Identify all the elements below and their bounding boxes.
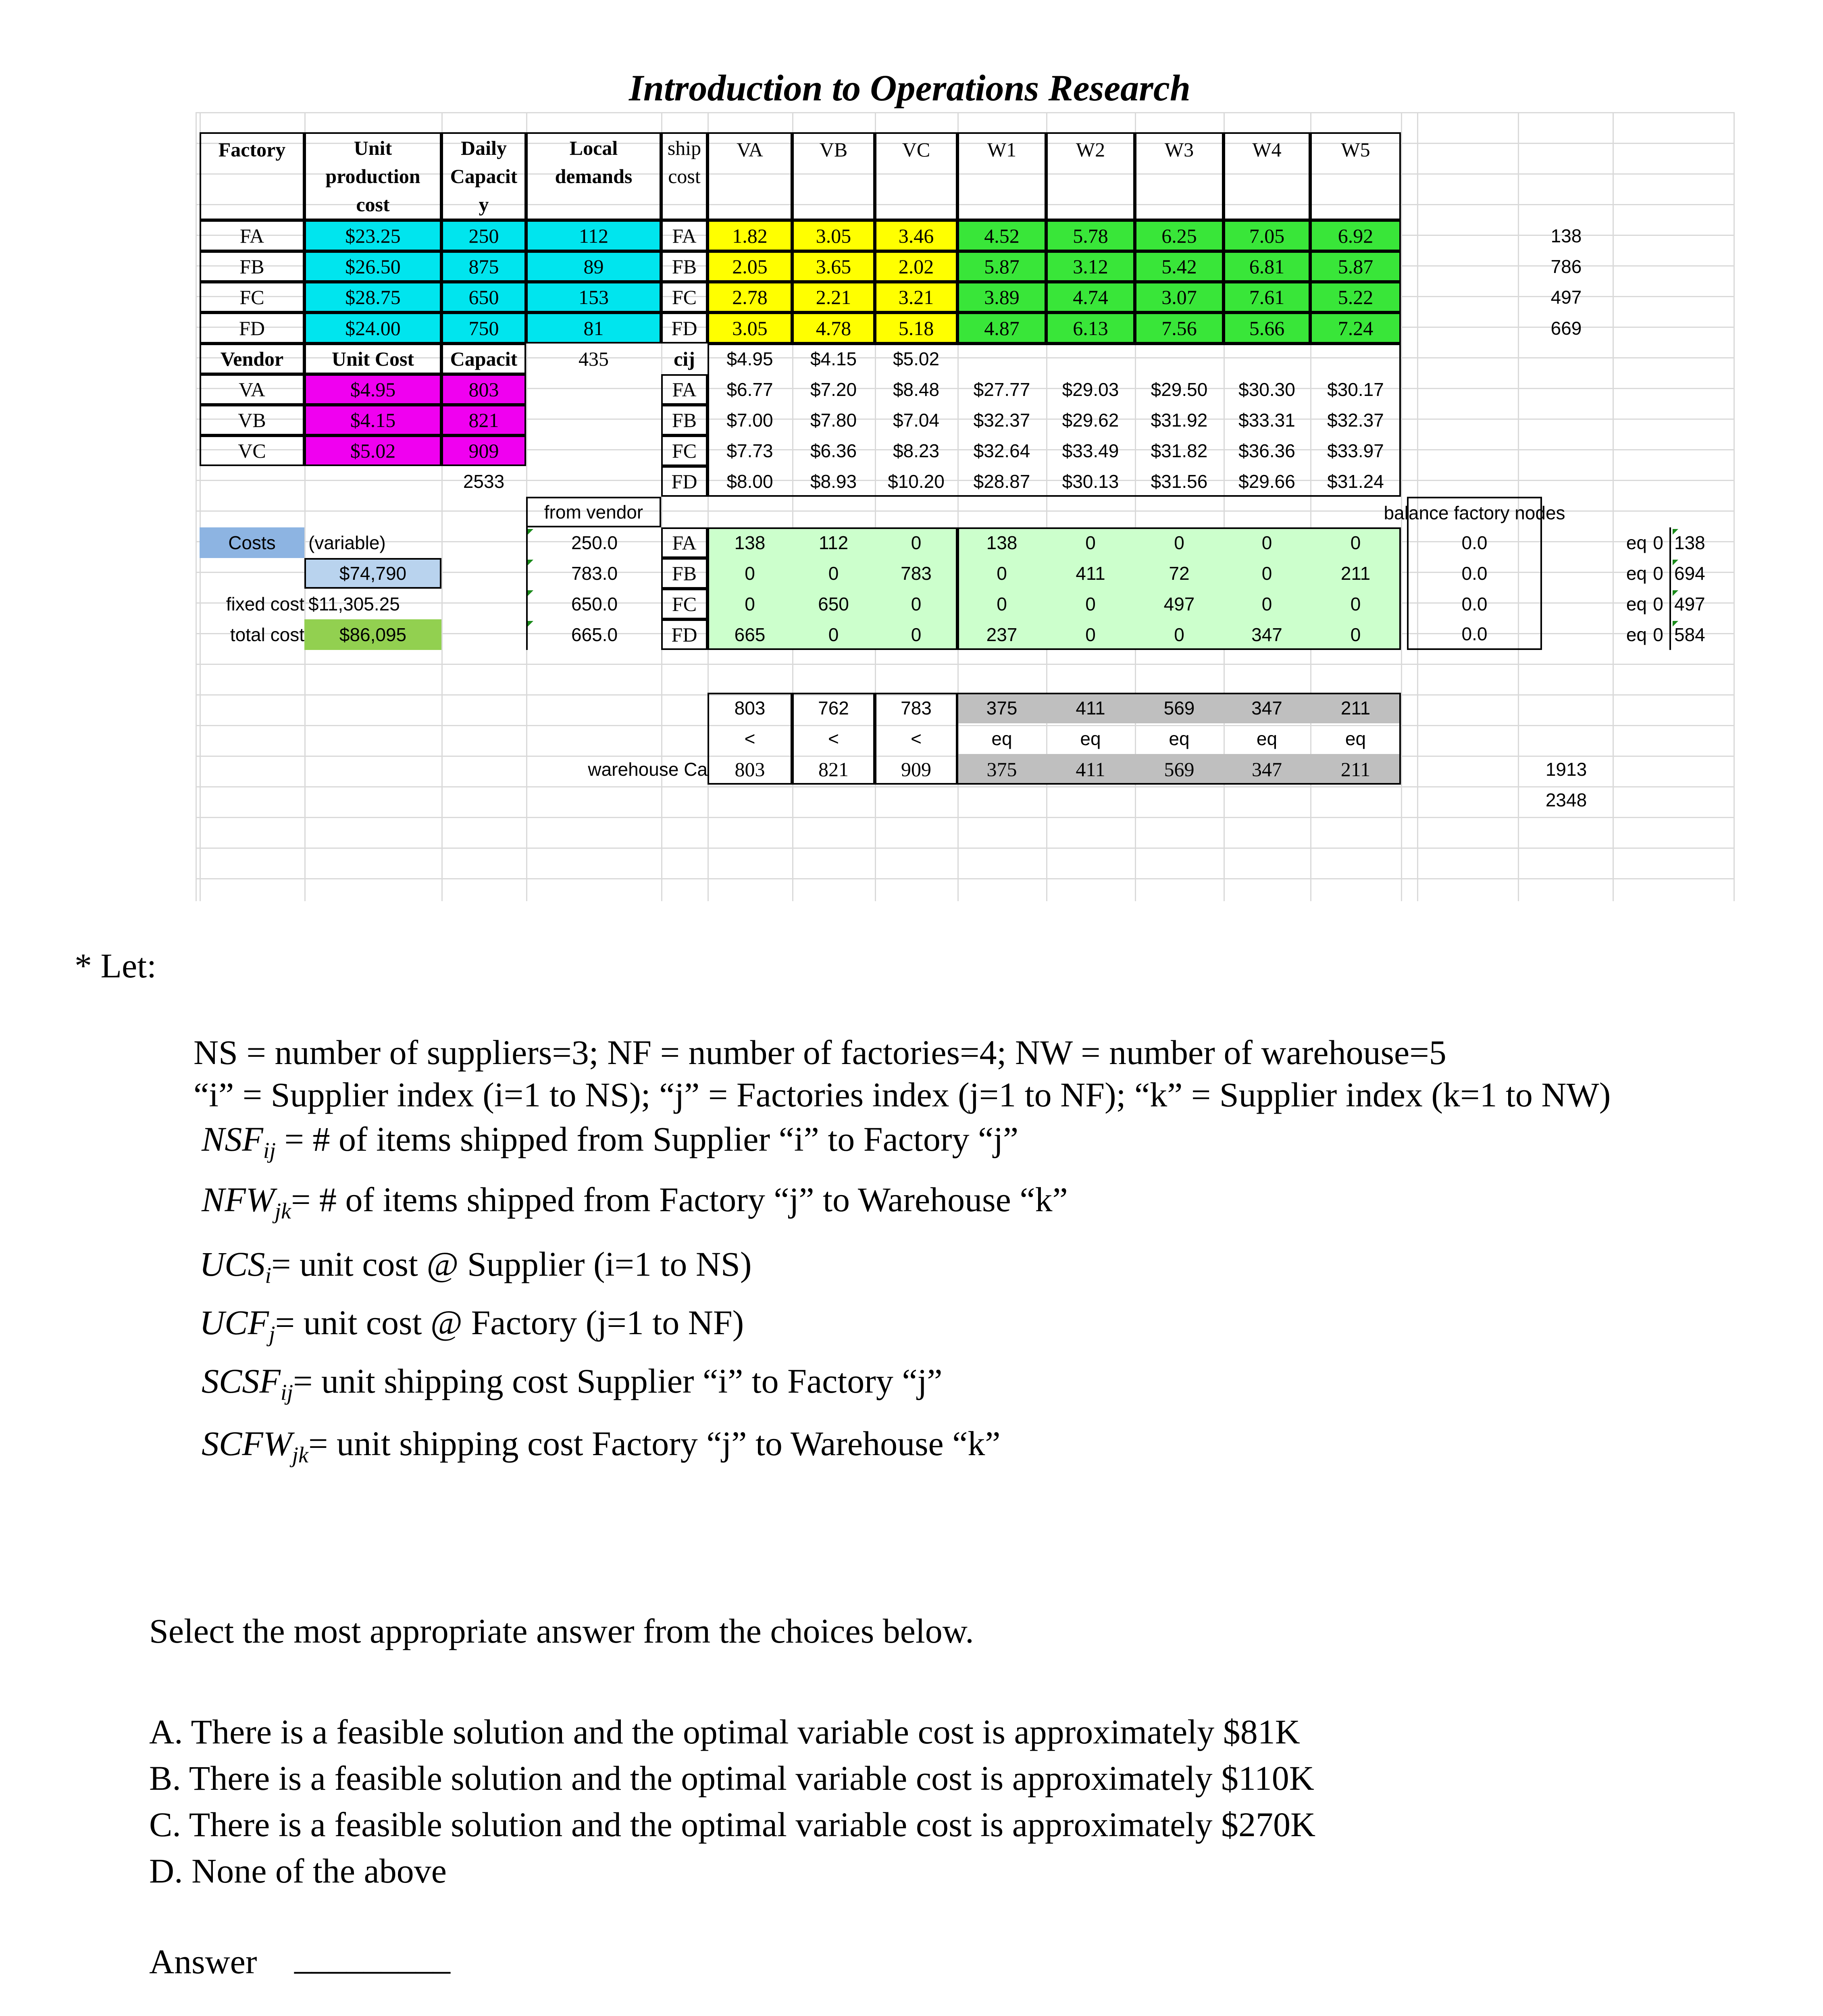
costs-label: Costs	[200, 527, 304, 558]
flow-vendor-qty: 0	[708, 558, 792, 589]
cell-marker	[1673, 621, 1678, 627]
factory-capacity: 650	[441, 282, 526, 312]
balance-eq: eq	[1626, 624, 1647, 645]
totals-block	[708, 693, 1401, 785]
ship-cost-warehouse: 5.22	[1310, 282, 1401, 312]
cij-warehouse: $28.87	[973, 471, 1030, 492]
relation-value: <	[875, 723, 957, 754]
flow-vendor-qty: 0	[875, 527, 957, 558]
choice-d: D. None of the above	[149, 1851, 447, 1890]
flow-warehouse-qty: 0	[1310, 527, 1401, 558]
cell-marker	[528, 621, 533, 627]
cij-vendor: $7.80	[810, 410, 857, 431]
choice-c: C. There is a feasible solution and the optimal variable cost is approximately $270K	[149, 1805, 1316, 1844]
balance-rhs: 694	[1674, 563, 1705, 584]
ship-cost-warehouse: 4.87	[957, 312, 1046, 344]
vendor-capacity-header: Capacit	[441, 344, 526, 374]
relation-value: eq	[1080, 728, 1101, 749]
cij-vendor: $7.00	[726, 410, 773, 431]
ship-cost-warehouse: 6.13	[1046, 312, 1135, 344]
ucf-text: = unit cost @ Factory (j=1 to NF)	[275, 1303, 744, 1342]
factory-name: FC	[200, 282, 304, 312]
cij-vendor: $6.36	[810, 440, 857, 461]
flow-warehouse-qty: 411	[1046, 558, 1135, 589]
header-local-demands-line: demands	[555, 165, 633, 187]
factory-capacity: 250	[441, 220, 526, 251]
factory-unit-cost: $26.50	[304, 251, 441, 282]
header-col-w5: W5	[1310, 132, 1401, 220]
ship-cost-warehouse: 7.05	[1224, 220, 1310, 251]
totals-value: 569	[1135, 693, 1224, 723]
balance-value: 0.0	[1407, 558, 1542, 589]
cij-vendor-cost: $4.15	[810, 348, 857, 369]
total-cost-label: total cost	[230, 624, 304, 645]
factory-local-demand: 89	[526, 251, 661, 282]
vendor-capacity: 803	[441, 374, 526, 405]
flow-warehouse-qty: 497	[1135, 589, 1224, 619]
right-value: 138	[1550, 225, 1582, 246]
flow-vendor-qty: 783	[875, 558, 957, 589]
flow-warehouse-qty: 0	[1135, 619, 1224, 650]
question-text: Select the most appropriate answer from the choices below.	[149, 1612, 974, 1650]
ship-cost-warehouse: 6.25	[1135, 220, 1224, 251]
header-col-vc: VC	[875, 132, 957, 220]
flow-warehouse-qty: 0	[1046, 619, 1135, 650]
cell-marker	[1673, 529, 1678, 535]
flow-vendor-qty: 138	[708, 527, 792, 558]
cij-warehouse: $36.36	[1238, 440, 1295, 461]
document-title: Introduction to Operations Research	[629, 67, 1190, 108]
definition-scfw	[202, 1423, 1001, 1468]
ship-cost-warehouse: 6.92	[1310, 220, 1401, 251]
cij-row-name: FD	[661, 466, 708, 497]
cij-vendor: $8.00	[726, 471, 773, 492]
balance-zero: 0	[1647, 589, 1671, 619]
cij-block-border	[708, 344, 1401, 497]
flow-warehouse-qty: 211	[1310, 558, 1401, 589]
limit-value: 909	[875, 754, 957, 785]
flow-warehouse-qty: 72	[1135, 558, 1224, 589]
header-unit-cost-line: production	[325, 165, 420, 187]
ship-cost-warehouse: 7.24	[1310, 312, 1401, 344]
balance-eq: eq	[1626, 563, 1647, 584]
nsf-symbol: NSF	[202, 1120, 263, 1158]
vendor-unit-cost: $4.95	[304, 374, 441, 405]
right-value: 786	[1550, 256, 1582, 277]
ship-cost-vendor: 3.05	[708, 312, 792, 344]
ship-cost-vendor: 1.82	[708, 220, 792, 251]
totals-value: 783	[875, 693, 957, 723]
flow-vendor-qty: 0	[792, 619, 875, 650]
flow-vendor-qty: 665	[708, 619, 792, 650]
totals-value: 347	[1224, 693, 1310, 723]
header-ship-cost-line: cost	[668, 165, 701, 187]
from-vendor-label: from vendor	[526, 497, 661, 527]
cij-warehouse: $32.37	[1327, 410, 1384, 431]
ship-cost-warehouse: 7.56	[1135, 312, 1224, 344]
flow-vendor-block	[708, 527, 957, 650]
flow-row-name: FB	[661, 558, 708, 589]
cij-warehouse: $29.62	[1062, 410, 1119, 431]
answer-label: Answer	[149, 1942, 257, 1981]
balance-zero: 0	[1647, 558, 1671, 589]
factory-unit-cost: $24.00	[304, 312, 441, 344]
header-local-demands	[526, 132, 661, 220]
definition-line-1: NS = number of suppliers=3; NF = number of factories=4; NW = number of warehouse=5	[194, 1033, 1446, 1072]
ship-cost-vendor: 3.46	[875, 220, 957, 251]
cij-warehouse: $29.50	[1151, 379, 1208, 400]
ucf-subscript: j	[269, 1322, 275, 1347]
header-col-w2: W2	[1046, 132, 1135, 220]
totals-value: 762	[792, 693, 875, 723]
balance-rhs: 584	[1674, 624, 1705, 645]
flow-warehouse-qty: 138	[957, 527, 1046, 558]
cij-warehouse: $30.13	[1062, 471, 1119, 492]
totals-value: 411	[1046, 693, 1135, 723]
cij-vendor: $7.04	[893, 410, 940, 431]
factory-unit-cost: $28.75	[304, 282, 441, 312]
ship-cost-vendor: 5.18	[875, 312, 957, 344]
definition-nsf	[202, 1119, 1018, 1164]
ship-cost-warehouse: 7.61	[1224, 282, 1310, 312]
ship-cost-warehouse: 3.12	[1046, 251, 1135, 282]
definition-line-2: “i” = Supplier index (i=1 to NS); “j” = Factories index (j=1 to NF); “k” = Supplier index (k=1 to NW)	[194, 1075, 1611, 1114]
factory-name: FB	[200, 251, 304, 282]
cij-warehouse: $32.37	[973, 410, 1030, 431]
flow-warehouse-qty: 0	[1224, 589, 1310, 619]
header-col-w3: W3	[1135, 132, 1224, 220]
flow-warehouse-qty: 0	[1310, 589, 1401, 619]
nfw-text: = # of items shipped from Factory “j” to Warehouse “k”	[291, 1180, 1068, 1219]
header-ship-cost-line: ship	[667, 137, 701, 159]
totals-value: 375	[957, 693, 1046, 723]
flow-warehouse-qty: 0	[1046, 589, 1135, 619]
variable-cost-value: $74,790	[304, 558, 441, 589]
total-cost-value: $86,095	[304, 619, 441, 650]
ship-cost-warehouse: 5.42	[1135, 251, 1224, 282]
vendor-unit-cost: $5.02	[304, 435, 441, 466]
balance-eq: eq	[1626, 532, 1647, 553]
factory-local-demand: 112	[526, 220, 661, 251]
nsf-text: = # of items shipped from Supplier “i” to Factory “j”	[276, 1120, 1019, 1158]
ship-cost-warehouse: 5.87	[957, 251, 1046, 282]
relation-value: <	[708, 723, 792, 754]
vendor-capacity: 821	[441, 405, 526, 435]
ship-cost-warehouse: 5.87	[1310, 251, 1401, 282]
limit-value: 411	[1046, 754, 1135, 785]
limit-value: 803	[708, 754, 792, 785]
relation-value: eq	[1169, 728, 1190, 749]
cij-vendor: $7.20	[810, 379, 857, 400]
ship-cost-warehouse: 3.07	[1135, 282, 1224, 312]
limit-value: 821	[792, 754, 875, 785]
let-label: * Let:	[75, 946, 156, 985]
flow-vendor-qty: 112	[792, 527, 875, 558]
ship-cost-vendor: 2.05	[708, 251, 792, 282]
cij-vendor-cost: $5.02	[893, 348, 940, 369]
balance-rhs: 138	[1674, 532, 1705, 553]
scsf-symbol: SCSF	[202, 1362, 281, 1400]
header-unit-cost-line: Unit	[354, 137, 392, 159]
balance-value: 0.0	[1407, 619, 1542, 650]
flow-vendor-qty: 0	[792, 558, 875, 589]
flow-warehouse-qty: 0	[1224, 527, 1310, 558]
flow-from-vendor: 665.0	[526, 619, 661, 650]
nfw-subscript: jk	[275, 1199, 291, 1224]
ship-row-name: FB	[661, 251, 708, 282]
ucs-symbol: UCS	[200, 1245, 265, 1283]
flow-warehouse-qty: 0	[1310, 619, 1401, 650]
vendor-header: Vendor	[200, 344, 304, 374]
flow-vendor-qty: 0	[708, 589, 792, 619]
cij-warehouse: $30.17	[1327, 379, 1384, 400]
cell-marker	[528, 529, 533, 535]
totals-divider	[957, 693, 958, 785]
cij-vendor: $7.73	[726, 440, 773, 461]
header-capacity-line: y	[479, 193, 489, 216]
vendor-capacity: 909	[441, 435, 526, 466]
ucs-text: = unit cost @ Supplier (i=1 to NS)	[271, 1245, 752, 1283]
factory-name: FA	[200, 220, 304, 251]
flow-warehouse-qty: 0	[1046, 527, 1135, 558]
balance-zero: 0	[1647, 527, 1671, 558]
right-value: 497	[1550, 287, 1582, 308]
cij-row-name: FA	[661, 374, 708, 405]
flow-vendor-qty: 650	[792, 589, 875, 619]
fixed-cost-value: $11,305.25	[308, 594, 400, 614]
factory-unit-cost: $23.25	[304, 220, 441, 251]
header-col-va: VA	[708, 132, 792, 220]
balance-rhs: 497	[1674, 594, 1705, 614]
vendor-name: VB	[200, 405, 304, 435]
ship-cost-vendor: 2.78	[708, 282, 792, 312]
local-demand-total: 435	[579, 348, 609, 370]
cij-warehouse: $33.31	[1238, 410, 1295, 431]
scsf-text: = unit shipping cost Supplier “i” to Factory “j”	[293, 1362, 943, 1400]
header-col-w4: W4	[1224, 132, 1310, 220]
flow-warehouse-qty: 0	[1135, 527, 1224, 558]
vendor-unit-cost-header: Unit Cost	[304, 344, 441, 374]
ship-row-name: FC	[661, 282, 708, 312]
balance-value: 0.0	[1407, 589, 1542, 619]
answer-blank[interactable]: _________	[294, 1938, 450, 1977]
flow-warehouse-qty: 0	[1224, 558, 1310, 589]
balance-label: balance factory nodes	[1407, 497, 1542, 527]
choice-b: B. There is a feasible solution and the optimal variable cost is approximately $110K	[149, 1759, 1314, 1797]
factory-capacity: 875	[441, 251, 526, 282]
limit-value: 211	[1310, 754, 1401, 785]
balance-eq: eq	[1626, 594, 1647, 614]
ship-cost-warehouse: 6.81	[1224, 251, 1310, 282]
cij-warehouse: $31.24	[1327, 471, 1384, 492]
header-capacity-line: Daily	[461, 137, 507, 159]
definition-ucs	[200, 1244, 751, 1289]
ucs-subscript: i	[265, 1263, 272, 1289]
vendor-unit-cost: $4.15	[304, 405, 441, 435]
cij-vendor: $8.48	[893, 379, 940, 400]
flow-row-name: FD	[661, 619, 708, 650]
ship-row-name: FD	[661, 312, 708, 344]
header-col-w1: W1	[957, 132, 1046, 220]
limit-value: 347	[1224, 754, 1310, 785]
ucf-symbol: UCF	[200, 1303, 269, 1342]
limit-value: 569	[1135, 754, 1224, 785]
factory-name: FD	[200, 312, 304, 344]
factory-capacity: 750	[441, 312, 526, 344]
fixed-cost-label: fixed cost	[226, 594, 304, 614]
balance-value: 0.0	[1407, 527, 1542, 558]
header-capacity	[441, 132, 526, 220]
limit-value: 375	[957, 754, 1046, 785]
ship-cost-vendor: 3.65	[792, 251, 875, 282]
vendor-name: VA	[200, 374, 304, 405]
cij-warehouse: $33.49	[1062, 440, 1119, 461]
cij-row-name: FB	[661, 405, 708, 435]
flow-vendor-qty: 0	[875, 619, 957, 650]
definition-nfw	[202, 1179, 1068, 1224]
flow-from-vendor: 650.0	[526, 589, 661, 619]
sum-b: 2348	[1545, 789, 1587, 810]
spreadsheet	[196, 112, 1734, 901]
cell-marker	[1673, 590, 1678, 596]
cij-row-name: FC	[661, 435, 708, 466]
cij-vendor: $6.77	[726, 379, 773, 400]
flow-row-name: FC	[661, 589, 708, 619]
balance-zero: 0	[1647, 619, 1671, 650]
vendor-name: VC	[200, 435, 304, 466]
relation-value: eq	[991, 728, 1012, 749]
header-capacity-line: Capacit	[450, 165, 518, 187]
header-ship-cost	[661, 132, 708, 220]
cij-label: cij	[674, 348, 695, 370]
flow-from-vendor: 250.0	[526, 527, 661, 558]
cij-vendor: $8.23	[893, 440, 940, 461]
cij-warehouse: $29.03	[1062, 379, 1119, 400]
cij-vendor: $8.93	[810, 471, 857, 492]
ship-cost-warehouse: 5.78	[1046, 220, 1135, 251]
flow-warehouse-block	[957, 527, 1401, 650]
cij-warehouse: $30.30	[1238, 379, 1295, 400]
header-col-vb: VB	[792, 132, 875, 220]
ship-cost-vendor: 4.78	[792, 312, 875, 344]
cij-vendor-cost: $4.95	[726, 348, 773, 369]
right-value: 669	[1550, 317, 1582, 339]
relation-value: eq	[1345, 728, 1366, 749]
ship-row-name: FA	[661, 220, 708, 251]
cij-warehouse: $33.97	[1327, 440, 1384, 461]
factory-local-demand: 81	[526, 312, 661, 344]
cij-vendor: $10.20	[888, 471, 945, 492]
ship-cost-warehouse: 3.89	[957, 282, 1046, 312]
cell-marker	[528, 590, 533, 596]
cell-marker	[528, 560, 533, 565]
relation-value: eq	[1256, 728, 1278, 749]
ship-cost-vendor: 2.02	[875, 251, 957, 282]
scfw-symbol: SCFW	[202, 1424, 292, 1463]
cij-warehouse: $31.82	[1151, 440, 1208, 461]
flow-row-name: FA	[661, 527, 708, 558]
nsf-subscript: ij	[263, 1138, 276, 1164]
warehouse-cap-label: warehouse Ca	[588, 759, 708, 780]
ship-cost-warehouse: 5.66	[1224, 312, 1310, 344]
ship-cost-vendor: 3.21	[875, 282, 957, 312]
header-factory: Factory	[200, 132, 304, 220]
definition-scsf	[202, 1361, 943, 1406]
flow-vendor-qty: 0	[875, 589, 957, 619]
flow-from-vendor: 783.0	[526, 558, 661, 589]
sum-a: 1913	[1545, 759, 1587, 780]
ship-cost-vendor: 2.21	[792, 282, 875, 312]
cell-marker	[1673, 560, 1678, 565]
ship-cost-warehouse: 4.52	[957, 220, 1046, 251]
header-local-demands-line: Local	[569, 137, 618, 159]
choice-a: A. There is a feasible solution and the optimal variable cost is approximately $81K	[149, 1712, 1300, 1751]
scfw-subscript: jk	[292, 1443, 308, 1468]
cij-warehouse: $27.77	[973, 379, 1030, 400]
factory-local-demand: 153	[526, 282, 661, 312]
ship-cost-vendor: 3.05	[792, 220, 875, 251]
flow-warehouse-qty: 0	[957, 558, 1046, 589]
flow-warehouse-qty: 237	[957, 619, 1046, 650]
header-unit-cost	[304, 132, 441, 220]
definition-ucf	[200, 1302, 744, 1347]
relation-value: <	[792, 723, 875, 754]
flow-warehouse-qty: 0	[957, 589, 1046, 619]
totals-value: 803	[708, 693, 792, 723]
scsf-subscript: ij	[280, 1380, 293, 1406]
totals-value: 211	[1310, 693, 1401, 723]
ship-cost-warehouse: 4.74	[1046, 282, 1135, 312]
header-unit-cost-line: cost	[356, 193, 390, 216]
cij-warehouse: $31.92	[1151, 410, 1208, 431]
variable-label: (variable)	[308, 532, 386, 553]
nfw-symbol: NFW	[202, 1180, 275, 1219]
cij-warehouse: $29.66	[1238, 471, 1295, 492]
cij-warehouse: $32.64	[973, 440, 1030, 461]
scfw-text: = unit shipping cost Factory “j” to Warehouse “k”	[308, 1424, 1001, 1463]
capacity-total: 2533	[463, 471, 505, 492]
cij-warehouse: $31.56	[1151, 471, 1208, 492]
flow-warehouse-qty: 347	[1224, 619, 1310, 650]
